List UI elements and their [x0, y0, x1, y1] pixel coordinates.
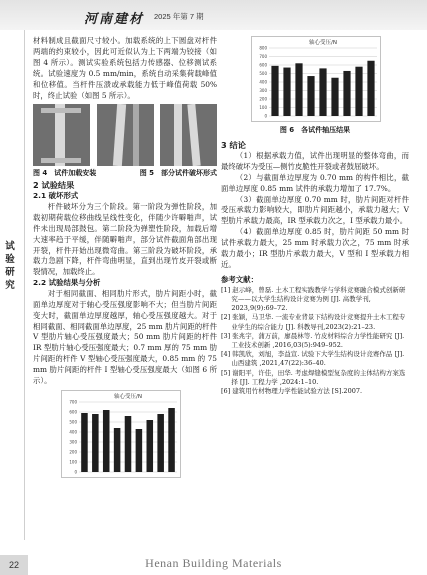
fig4-caption: 图 4 试件加载安装 [33, 169, 97, 178]
bar [283, 68, 290, 116]
bar [114, 428, 121, 472]
fig5-caption: 图 5 部分试件破坏形式 [139, 169, 217, 178]
footer-journal-name: Henan Building Materials [145, 556, 282, 570]
left-column [33, 36, 217, 478]
section-3-title: 3 结论 [221, 139, 246, 150]
page-number: 22 [0, 555, 28, 575]
bar [92, 414, 99, 472]
para-3: 对于相同截面、相同肋片形式，肋片间距小时，截面单边厚度对于轴心受压强度影响不大；但当肋片间距变大时，截面单边厚度越厚，轴心受压强度越大。对于相同截面、相同截面单边厚度，25 mm 肋片间距的杆件 V 型肋片轴心受压强度最大；50 mm 肋片间距的杆件 IR 型肋片轴心受压强度最大；0.7 mm 厚的 75 mm 肋片间距的杆件 V 型轴心受压强度最大，0.85 mm 的 75 mm 肋片间距的杆件 I 型轴心受压强度最大（如图 6 所示）。 [33, 288, 217, 386]
bar [319, 68, 326, 116]
subsection-2-2-title: 2.2 试验结果与分析 [33, 278, 101, 288]
bar [307, 76, 314, 116]
y-tick-label: 500 [69, 419, 77, 425]
chart-fig6 [221, 36, 409, 122]
y-tick-label: 600 [259, 62, 267, 68]
photo-fig5a [97, 104, 154, 166]
photo-fig5b [160, 104, 217, 166]
journal-logo: 河南建材 [84, 12, 145, 27]
y-tick-label: 200 [69, 449, 77, 455]
bar [271, 66, 278, 116]
references-title: 参考文献： [221, 274, 258, 284]
bar [331, 78, 338, 116]
section-tag: 试验研究 [5, 241, 15, 291]
fig6-caption: 图 6 各试件轴压结果 [279, 126, 351, 134]
bar [355, 67, 362, 116]
photo-fig4 [33, 104, 90, 166]
y-tick-label: 400 [259, 79, 267, 85]
issue-label: 2025 年第 7 期 [154, 12, 204, 21]
y-tick-label: 500 [259, 71, 267, 76]
y-tick-label: 200 [259, 96, 267, 102]
references-list [221, 286, 409, 396]
left-rule [24, 30, 25, 540]
photo-row [33, 104, 217, 166]
y-tick-label: 600 [69, 409, 77, 415]
reference-item: [2] 张颖，马卫华. 一流专业背景下结构设计竞赛提升土木工程专业学生的综合能力 [J]. 科教导刊,2023(2):21–23. [221, 313, 406, 331]
bar [367, 61, 374, 116]
conclusion-3: （3）截面单边厚度 0.70 mm 时，肋片间距对杆件受压承载力影响较大，即肋片间距越小，承载力越大；V 型肋片承载力最高，IR 型承载力次之，I 型承载力最小。 [221, 194, 409, 226]
conclusion-4: （4）截面单边厚度 0.85 时，肋片间距 50 mm 时试件承载力最大，25 mm 时承载力次之，75 mm 时承载力最小；IR 型肋片承载力最大，V 型和 I 型承载力相近。 [221, 227, 409, 269]
bar [147, 420, 154, 472]
bar [295, 63, 302, 116]
y-tick-label: 300 [259, 88, 267, 93]
reference-item: [4] 韩凯欣，刘旭，李益宣. 试验下大学生结构设计竞赛作品 [J]. 山西建筑 ,2021,47(22):36–40. [221, 350, 405, 368]
bar [125, 416, 132, 472]
bar [136, 429, 143, 472]
para-2: 杆件破坏分为三个阶段。第一阶段为弹性阶段，加载初期荷载位移曲线呈线性变化，伴随少许噼啪声，试件未出现局部鼓包。第二阶段为弹塑性阶段，加载后增大速率趋于平缓，伴随噼啪声，部分试件截面角部出现开裂，杆件开始出现微弯曲。第三阶段为破坏阶段，承载力急剧下降，杆件弯曲明显，直到出现竹皮开裂或断裂情况，加载终止。 [33, 201, 217, 277]
y-tick-label: 300 [69, 439, 77, 445]
y-tick-label: 800 [259, 45, 267, 51]
chart-fig3 [33, 390, 217, 478]
y-tick-label: 100 [259, 105, 267, 110]
header-band [0, 0, 427, 30]
y-tick-label: 0 [74, 469, 77, 475]
bar [103, 410, 110, 472]
bar [168, 408, 175, 472]
reference-item: [6] 建筑用竹材物理力学性能试验方法 [S].2007. [221, 387, 363, 396]
y-tick-label: 400 [69, 429, 77, 435]
bar [343, 71, 350, 116]
bar [81, 413, 88, 472]
y-tick-label: 700 [69, 399, 77, 405]
reference-item: [3] 张兆宇，蒲万前，廖晨林等. 竹皮材料综合力学性能研究 [J]. 工业技术创新 ,2016,03(5):949–952. [221, 331, 405, 349]
reference-item: [5] 谢阳平，许佳，田华. 考虑焊缝模型复杂度的主体结构方案选择 [J]. 工程力学 ,2024:1–10. [221, 368, 406, 386]
section-2-title: 2 试验结果 [33, 180, 75, 191]
conclusion-2: （2）与截面单边厚度为 0.70 mm 的构件相比，截面单边厚度 0.85 mm 试件的承载力增加了 17.7%。 [221, 172, 409, 193]
caption-row [33, 168, 217, 178]
y-tick-label: 700 [259, 54, 267, 59]
para-1: 材料制成且截面尺寸较小。加载系统的上下圆盘对杆件两端的约束较小，因此可近似认为上下两端为铰接（如图 4 所示）。测试实验系统包括力传感器、位移测试系统。试验速度为 0.5 mm/min，系统自动采集荷载峰值和位移值。当杆件压溃或承载能力低于峰值荷载 50% 时，终止试验（如图 5 所示）。 [33, 36, 217, 100]
chart-title: 轴心受压/N [114, 393, 142, 400]
right-column [221, 36, 409, 396]
y-tick-label: 0 [264, 113, 267, 119]
y-tick-label: 100 [69, 459, 77, 465]
conclusion-1: （1）根据承载力值，试件出现明显的整体弯曲，而最终破坏为受压—侧竹皮脆性开裂或者鼓屈破坏。 [221, 150, 409, 171]
bar [157, 414, 164, 472]
subsection-2-1-title: 2.1 破坏形式 [33, 191, 79, 201]
reference-item: [1] 赵示峰，曾磊. 土木工程实践教学与学科竞赛融合模式创新研究——以大学生结构设计竞赛为例 [J]. 高教学刊, 2023,9(9):69–72. [221, 285, 406, 313]
chart-title: 轴心受压/N [309, 40, 337, 46]
